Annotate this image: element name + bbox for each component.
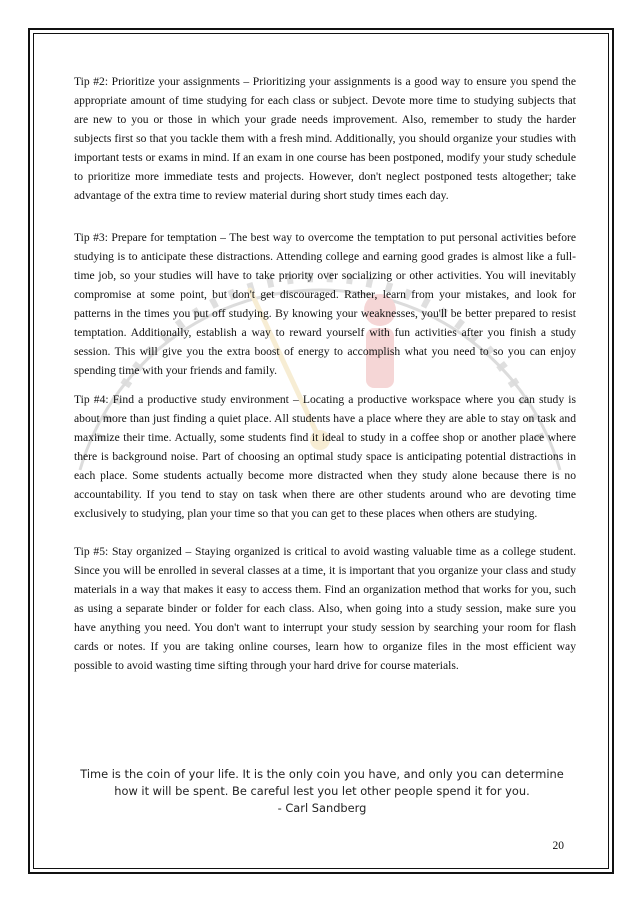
tip-4-paragraph: Tip #4: Find a productive study environment – Locating a productive workspace where you can study is about more than just finding a quiet place. All students have a place where they are able to stay on task and maximize their time. Actually, some students find it ideal to study in a coffee shop or another place where there is background noise. Part of choosing an optimal study space is anticipating potential distractions in each place. Some students actually become more distracted when they study alone because there is no accountability. If you tend to stay on task when there are other students around who are devoting time exclusively to studying, plan your time so that you can get to these places when others are studying. [74,393,576,520]
tip-3-paragraph: Tip #3: Prepare for temptation – The best way to overcome the temptation to put personal activities before studying is to anticipate these distractions. Attending college and earning good grades is almost like a full-time job, so your studies will have to take priority over socializing or other activities. You will inevitably compromise at some point, but don't get discouraged. Rather, learn from your mistakes, and look for patterns in the times you put off studying. By knowing your weaknesses, you'll be better prepared to resist temptation. Additionally, establish a way to reward yourself with fun activities after you finish a study session. This will give you the extra boost of energy to accomplish what you need to so you can enjoy spending time with your friends and family. [74,231,576,377]
page-number: 20 [552,840,564,852]
tip-5-paragraph: Tip #5: Stay organized – Staying organized is critical to avoid wasting valuable time as a college student. Since you will be enrolled in several classes at a time, it is important that you organize your class and study materials in a way that makes it easy to access them. Find an organization method that works for you, such as using a separate binder or folder for each class. Also, when going into a study session, make sure you have anything you need. You don't want to interrupt your study session by searching your room for flash cards or notes. If you are taking online courses, learn how to organize files in the most efficient way possible to avoid wasting time sifting through your hard drive for course materials. [74,545,576,672]
quote-author: - Carl Sandberg [277,801,367,815]
tip-2-paragraph: Tip #2: Prioritize your assignments – Prioritizing your assignments is a good way to ensure you spend the appropriate amount of time studying for each class or subject. Devote more time to studying subjects that are new to you or those in which your grade needs improvement. Also, remember to study the harder subjects first so that you tackle them with a fresh mind. Additionally, you should organize your studies with important tests or exams in mind. If an exam in one course has been postponed, modify your study schedule to prioritize more immediate tests and projects. However, don't neglect postponed tests altogether; take advantage of the extra time to review material during short study times each day. [74,75,576,202]
quote-line-2: how it will be spent. Be careful lest you let other people spend it for you. [114,784,530,798]
closing-quote [74,766,570,817]
quote-line-1: Time is the coin of your life. It is the only coin you have, and only you can determine [80,767,564,781]
